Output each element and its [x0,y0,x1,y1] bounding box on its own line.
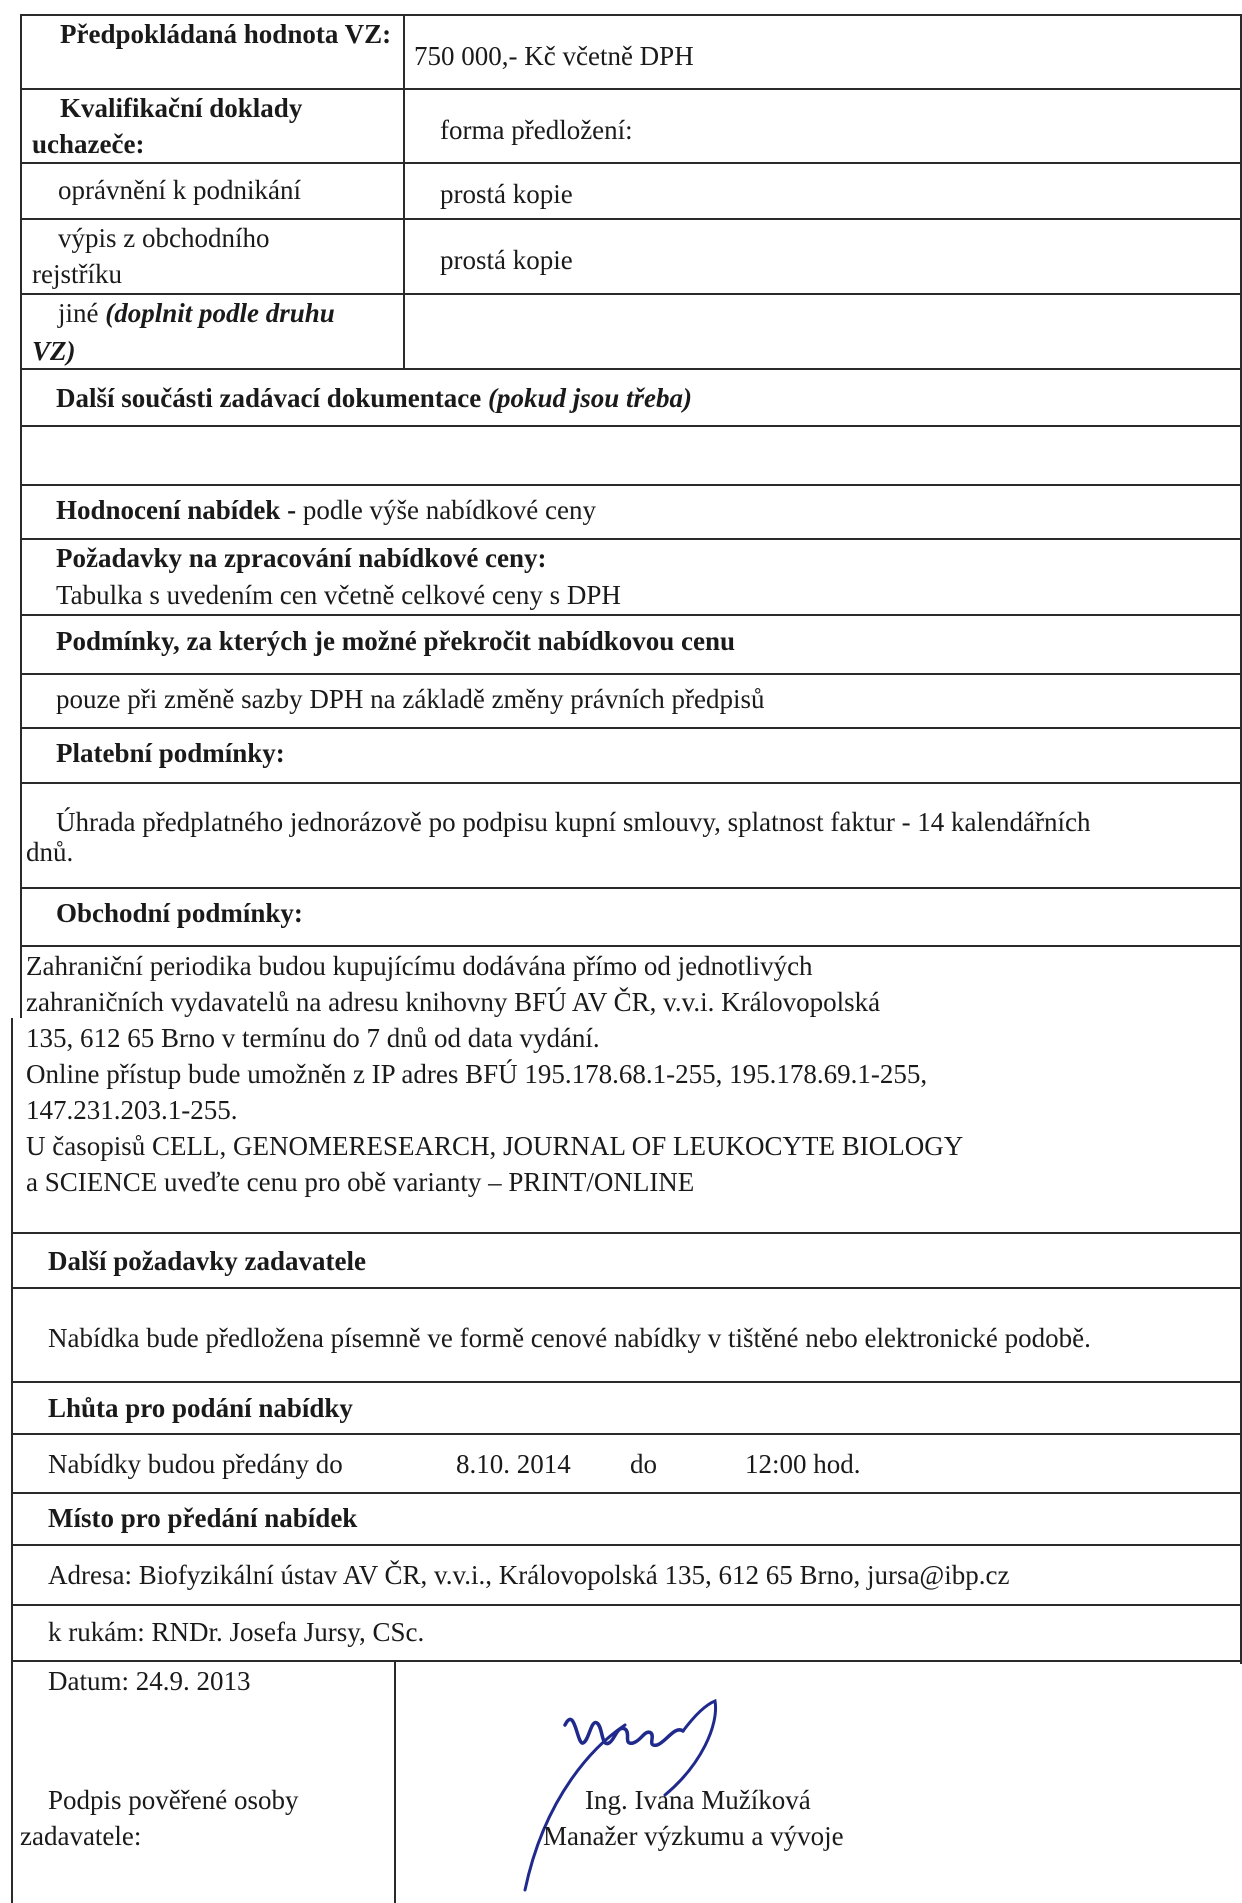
rule [20,727,1242,729]
rule [11,1544,1242,1546]
deadline-label: Lhůta pro podání nabídky [48,1393,353,1423]
deadline-do: do [630,1449,657,1479]
value-label: Předpokládaná hodnota VZ: [60,19,392,49]
additional-docs-bold: Další součásti zadávací dokumentace [56,383,482,413]
license-value: prostá kopie [440,179,573,209]
additional-docs [56,380,692,416]
date: Datum: 24.9. 2013 [48,1666,251,1696]
business-line: U časopisů CELL, GENOMERESEARCH, JOURNAL OF LEUKOCYTE BIOLOGY [26,1131,964,1161]
payment-text-line-2: dnů. [26,837,74,867]
signer-title: Manažer výzkumu a vývoje [543,1821,844,1851]
rule [11,1660,1242,1662]
rule [20,945,1242,947]
rule [11,1433,1242,1435]
rule [20,887,1242,889]
left-border [20,14,22,1018]
left-border-lower [11,1018,13,1903]
license-label: oprávnění k podnikání [58,175,301,205]
payment-text-line-1: Úhrada předplatného jednorázově po podpisu kupní smlouvy, splatnost faktur - 14 kalendářních [56,807,1091,837]
further-requirements-label: Další požadavky zadavatele [48,1246,367,1276]
price-requirements-label: Požadavky na zpracování nabídkové ceny: [56,543,547,573]
business-label: Obchodní podmínky: [56,898,303,928]
register-label: výpis z obchodního rejstříku [32,223,270,289]
rule [11,1381,1242,1383]
business-line: a SCIENCE uveďte cenu pro obě varianty – PRINT/ONLINE [26,1167,695,1197]
column-divider-bottom [394,1660,396,1903]
rule [11,1232,1242,1234]
evaluation-bold: Hodnocení nabídek - [56,495,297,525]
exceed-label: Podmínky, za kterých je možné překročit nabídkovou cenu [56,626,736,656]
deadline-time: 12:00 hod. [745,1449,861,1479]
address: Adresa: Biofyzikální ústav AV ČR, v.v.i., Královopolská 135, 612 65 Brno, jursa@ibp.cz [48,1560,1010,1590]
evaluation [56,492,596,528]
business-line: 135, 612 65 Brno v termínu do 7 dnů od data vydání. [26,1023,600,1053]
price-requirements-text: Tabulka s uvedením cen včetně celkové ceny s DPH [56,580,621,610]
business-line: zahraničních vydavatelů na adresu knihovny BFÚ AV ČR, v.v.i. Královopolská [26,987,881,1017]
business-line: Zahraniční periodika budou kupujícímu dodávána přímo od jednotlivých [26,951,813,981]
qualification-form: forma předložení: [440,115,633,145]
business-line: 147.231.203.1-255. [26,1095,238,1125]
deadline-text: Nabídky budou předány do [48,1449,343,1479]
rule [11,1492,1242,1494]
rule [11,1604,1242,1606]
attention: k rukám: RNDr. Josefa Jursy, CSc. [48,1617,425,1647]
rule [11,1287,1242,1289]
rule [20,782,1242,784]
further-requirements-text: Nabídka bude předložena písemně ve formě cenové nabídky v tištěné nebo elektronické podobě. [48,1323,1091,1353]
value-amount: 750 000,- Kč včetně DPH [414,41,694,71]
evaluation-text: podle výše nabídkové ceny [302,495,596,525]
rule [20,425,1242,427]
other-label [32,294,372,370]
place-label: Místo pro předání nabídek [48,1503,358,1533]
rule [20,614,1242,616]
signature-label-line-2: zadavatele: [20,1821,142,1851]
exceed-text: pouze při změně sazby DPH na základě změny právních předpisů [56,684,765,714]
signer-name: Ing. Ivana Mužíková [585,1785,811,1815]
signature-label-line-1: Podpis pověřené osoby [48,1785,299,1815]
rule [20,162,1242,164]
qualification-label: Kvalifikační doklady uchazeče: [32,93,303,159]
rule [20,673,1242,675]
additional-docs-italic: (pokud jsou třeba) [488,383,693,413]
business-line: Online přístup bude umožněn z IP adres BFÚ 195.178.68.1-255, 195.178.69.1-255, [26,1059,928,1089]
column-divider-top [403,14,405,370]
register-value: prostá kopie [440,245,573,275]
payment-label: Platební podmínky: [56,738,285,768]
other-label-plain: jiné [58,298,99,328]
rule [20,484,1242,486]
other-label-italic: (doplnit podle druhu VZ) [32,298,335,366]
deadline-date: 8.10. 2014 [456,1449,571,1479]
